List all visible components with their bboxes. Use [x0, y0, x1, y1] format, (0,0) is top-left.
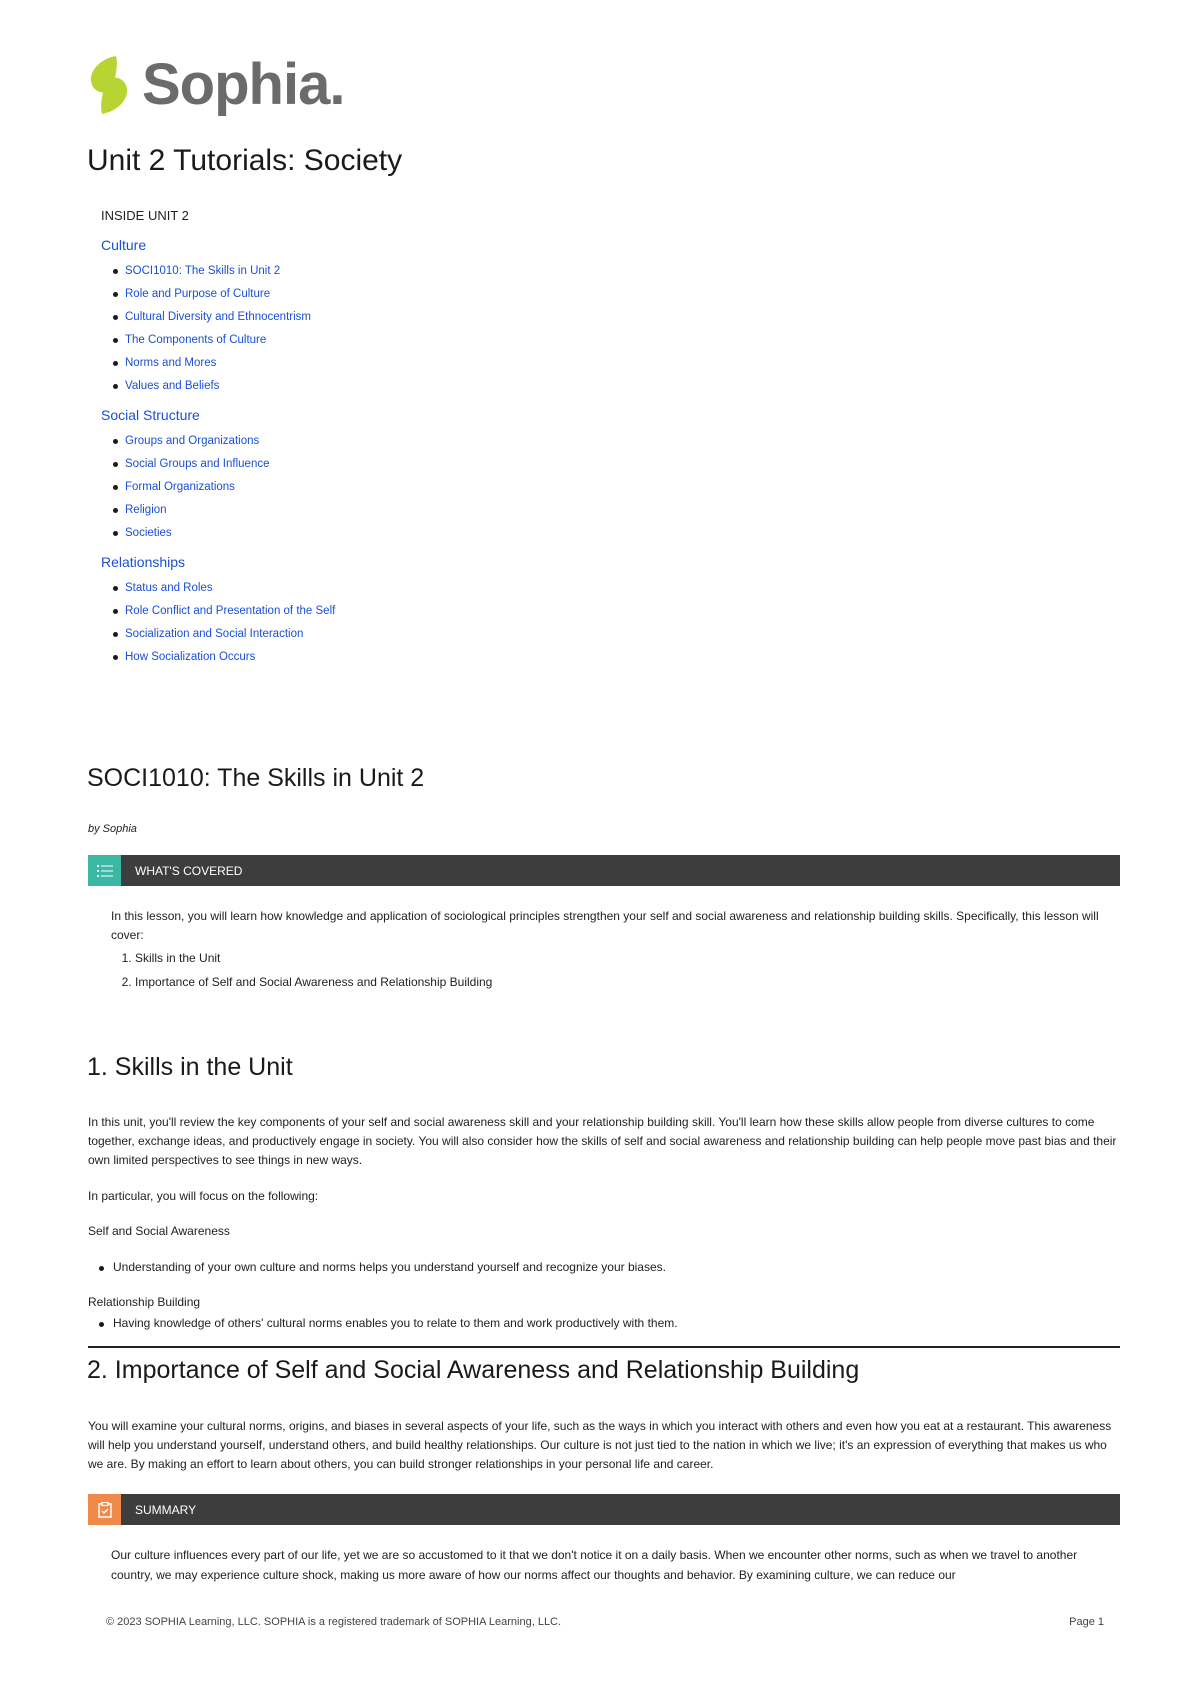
covered-item: 2. Importance of Self and Social Awareness and Relationship Building — [135, 973, 1101, 992]
table-of-contents — [101, 208, 335, 678]
toc-group-social-structure — [101, 407, 335, 540]
section2-paragraph: You will examine your cultural norms, origins, and biases in several aspects of your life, such as the ways in which you interact with others and even how you eat at a restaurant. This awareness will help you understand yourself, understand others, and build healthy relationships. Our culture is not just tied to the nation in which we live; it's an expression of everything that makes us who we are. By making an effort to learn about others, you can build stronger relationships in your personal life and career. — [88, 1419, 1112, 1471]
bullet-item: Having knowledge of others' cultural norms enables you to relate to them and work productively with them. — [99, 1316, 678, 1330]
toc-link[interactable]: Role and Purpose of Culture — [113, 287, 335, 301]
toc-link[interactable]: Societies — [113, 526, 335, 540]
toc-link[interactable]: Values and Beliefs — [113, 379, 335, 393]
copyright-text: © 2023 SOPHIA Learning, LLC. SOPHIA is a registered trademark of SOPHIA Learning, LLC. — [106, 1616, 562, 1628]
toc-link[interactable]: Status and Roles — [113, 581, 335, 595]
section1-heading: 1. Skills in the Unit — [87, 1053, 293, 1081]
toc-link[interactable]: Role Conflict and Presentation of the Self — [113, 604, 335, 618]
lesson-title: SOCI1010: The Skills in Unit 2 — [87, 764, 425, 792]
toc-label: INSIDE UNIT 2 — [101, 208, 189, 223]
toc-link[interactable]: The Components of Culture — [113, 333, 335, 347]
list-icon — [88, 855, 121, 886]
page-footer — [106, 1616, 1104, 1628]
toc-link[interactable]: Cultural Diversity and Ethnocentrism — [113, 310, 335, 324]
covered-intro: In this lesson, you will learn how knowledge and application of sociological principles strengthen your self and social awareness and relationship building skills. Specifically, this lesson will cover: — [111, 909, 1099, 942]
toc-link[interactable]: Norms and Mores — [113, 356, 335, 370]
toc-link[interactable]: SOCI1010: The Skills in Unit 2 — [113, 264, 335, 278]
toc-link[interactable]: Formal Organizations — [113, 480, 335, 494]
toc-link[interactable]: Socialization and Social Interaction — [113, 627, 335, 641]
section2-heading: 2. Importance of Self and Social Awareness and Relationship Building — [87, 1356, 860, 1384]
toc-group-culture — [101, 237, 335, 393]
whats-covered-banner — [88, 855, 1120, 886]
toc-group-title[interactable]: Relationships — [101, 554, 186, 570]
page-number: Page 1 — [1069, 1616, 1104, 1628]
section1-paragraph: In this unit, you'll review the key components of your self and social awareness skill and your relationship building skill. You'll learn how these skills allow people from diverse cultures to come together, exchange ideas, and productively engage in society. You will also consider how the skills of self and social awareness and relationship building can help people move past bias and their own limited perspectives to see things in new ways. — [88, 1115, 1117, 1167]
clipboard-check-icon — [88, 1494, 121, 1525]
whats-covered-content — [111, 907, 1101, 997]
subsection-label: Self and Social Awareness — [88, 1224, 230, 1238]
subsection-label: Relationship Building — [88, 1295, 201, 1309]
summary-content: Our culture influences every part of our life, yet we are so accustomed to it that we don't notice it on a daily basis. When we encounter other norms, such as when we travel to another country, we may experience culture shock, making us more aware of how our norms affect our thoughts and behavior. By examining culture, we can reduce our — [111, 1548, 1078, 1582]
bullet-item: Understanding of your own culture and norms helps you understand yourself and recognize your biases. — [99, 1260, 666, 1274]
toc-link[interactable]: Groups and Organizations — [113, 434, 335, 448]
byline: by Sophia — [88, 823, 137, 835]
summary-banner — [88, 1494, 1120, 1525]
page-title: Unit 2 Tutorials: Society — [87, 144, 403, 177]
logo-wordmark: Sophia — [142, 52, 330, 117]
toc-link[interactable]: How Socialization Occurs — [113, 650, 335, 664]
sophia-leaf-icon — [86, 54, 132, 116]
toc-group-title[interactable]: Social Structure — [101, 407, 200, 423]
toc-group-relationships — [101, 554, 335, 664]
banner-label: WHAT'S COVERED — [135, 863, 243, 878]
focus-text: In particular, you will focus on the following: — [88, 1189, 319, 1203]
banner-label: SUMMARY — [135, 1502, 197, 1517]
sophia-logo — [86, 54, 345, 116]
toc-link[interactable]: Religion — [113, 503, 335, 517]
logo-dot: . — [329, 52, 346, 117]
toc-link[interactable]: Social Groups and Influence — [113, 457, 335, 471]
section-divider — [88, 1346, 1120, 1348]
covered-item: 1. Skills in the Unit — [135, 949, 1101, 968]
toc-group-title[interactable]: Culture — [101, 237, 147, 253]
